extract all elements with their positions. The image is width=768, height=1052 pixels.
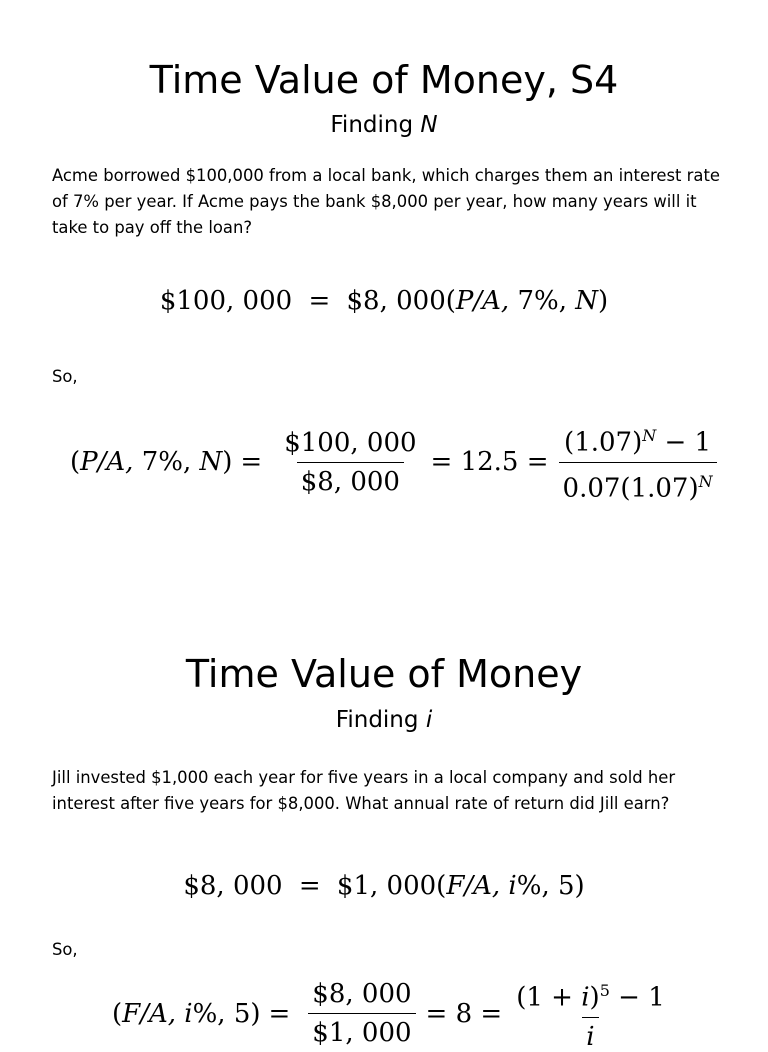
eq-rhs-rate: 7%, xyxy=(517,286,567,316)
eq-rhs-rate: %, 5) xyxy=(516,871,585,901)
formula-num-exp: N xyxy=(642,426,657,445)
problem-statement: Acme borrowed $100,000 from a local bank, which charges them an interest rate of 7% per year. If Acme pays the bank $8,000 per year, how many years will it take to pay off the loan? xyxy=(52,166,720,237)
fraction-numerator: $100, 000 xyxy=(284,427,417,458)
eq-equals: = xyxy=(298,871,321,901)
fraction-denominator: $1, 000 xyxy=(308,1013,415,1048)
fraction-denominator: $8, 000 xyxy=(297,462,404,497)
equation-present-worth xyxy=(0,286,768,316)
formula-num-base: (1 + xyxy=(516,982,582,1013)
slide-title: Time Value of Money, S4 xyxy=(149,58,619,102)
eq-equals: = xyxy=(308,286,331,316)
formula-denominator xyxy=(559,462,717,504)
eq2-lhs-rate: 7%, xyxy=(141,447,192,478)
fraction-ratio xyxy=(308,979,415,1048)
slide-subtitle xyxy=(0,111,768,139)
formula-num-tail: − 1 xyxy=(656,427,712,458)
slide-title: Time Value of Money xyxy=(185,652,583,696)
eq2-lhs-n: N xyxy=(199,447,223,478)
fraction-factor-formula xyxy=(512,976,669,1052)
formula-numerator xyxy=(512,976,669,1017)
eq-rhs-amount: $1, 000( xyxy=(336,871,447,901)
eq-rhs-amount: $8, 000( xyxy=(346,286,456,316)
fraction-ratio xyxy=(280,428,420,497)
formula-den-base: 0.07(1.07) xyxy=(562,473,699,504)
formula-numerator xyxy=(560,421,715,462)
eq2-lhs-open: ( xyxy=(112,998,123,1029)
so-label: So, xyxy=(52,367,78,386)
equation-factor-solution xyxy=(112,976,679,1052)
eq-lhs: $100, 000 xyxy=(159,286,293,316)
formula-num-base: (1.07) xyxy=(564,427,643,458)
slide-subtitle xyxy=(0,706,768,734)
formula-num-var: i xyxy=(581,982,590,1013)
eq2-lhs-rate: %, 5) xyxy=(192,998,261,1029)
formula-num-tail: − 1 xyxy=(609,982,665,1013)
equation-future-worth xyxy=(0,871,768,901)
problem-statement: Jill invested $1,000 each year for five years in a local company and sold her interest after five years for $8,000. What annual rate of return did Jill earn? xyxy=(52,768,676,813)
eq2-middle: = 8 = xyxy=(425,998,503,1029)
eq2-equals: = xyxy=(240,447,263,478)
eq2-middle: = 12.5 = xyxy=(430,447,549,478)
eq2-lhs-factor: P/A, xyxy=(80,447,134,478)
slide-finding-i xyxy=(0,590,768,1052)
fraction-numerator: $8, 000 xyxy=(312,979,412,1010)
eq2-equals: = xyxy=(268,998,291,1029)
eq-lhs: $8, 000 xyxy=(183,871,283,901)
formula-num-exp: 5 xyxy=(599,981,610,1000)
eq-rhs-n: N xyxy=(575,286,598,316)
formula-denominator: i xyxy=(582,1017,598,1052)
eq2-lhs-factor: F/A, i xyxy=(122,998,193,1029)
eq-rhs-factor: P/A, xyxy=(455,286,510,316)
eq2-lhs-close: ) xyxy=(222,447,233,478)
formula-num-close: ) xyxy=(589,982,600,1013)
subtitle-variable: N xyxy=(420,112,438,138)
subtitle-prefix: Finding xyxy=(330,112,421,138)
eq2-lhs-open: ( xyxy=(70,447,81,478)
equation-factor-solution xyxy=(70,421,727,503)
eq-rhs-close: ) xyxy=(597,286,609,316)
eq-rhs-factor: F/A, i xyxy=(446,871,517,901)
fraction-factor-formula xyxy=(559,421,717,503)
subtitle-variable: i xyxy=(425,707,433,733)
so-label: So, xyxy=(52,940,78,959)
formula-den-exp: N xyxy=(698,471,713,491)
subtitle-prefix: Finding xyxy=(335,707,426,733)
